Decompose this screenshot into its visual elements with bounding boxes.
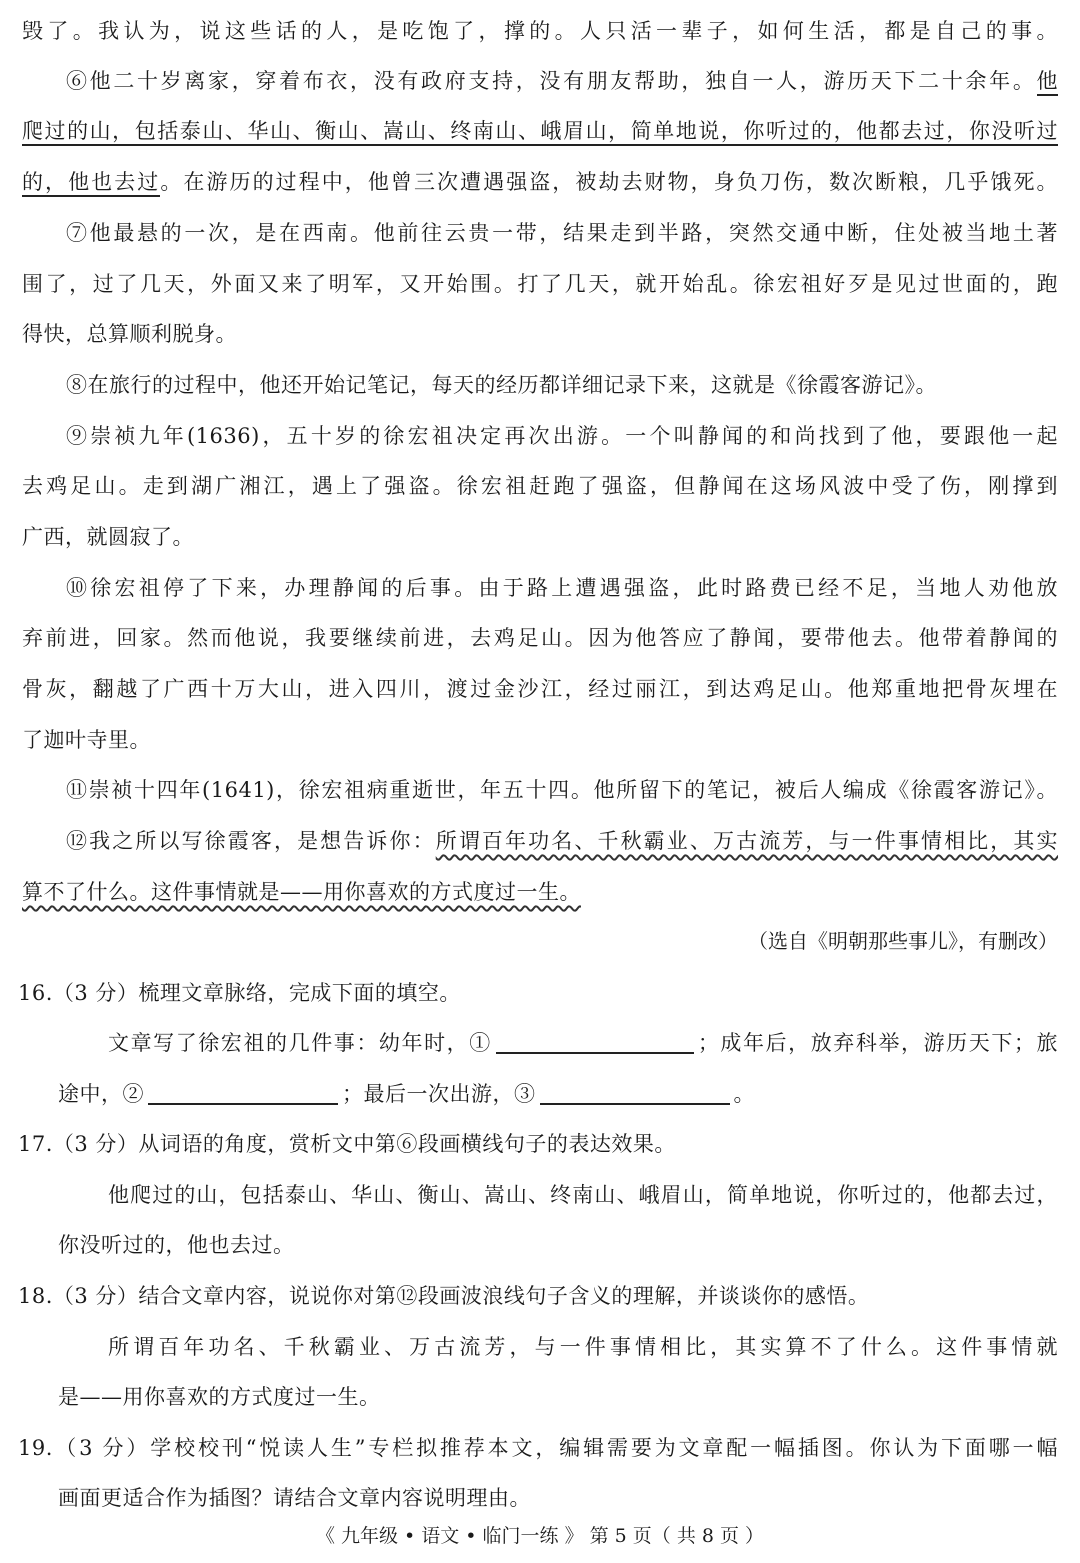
passage-line: 毁了。我认为，说这些话的人，是吃饱了，撑的。人只活一辈子，如何生活，都是自己的事。 bbox=[22, 19, 1058, 43]
paragraph-7-line: 围了，过了几天，外面又来了明军，又开始围。打了几天，就开始乱。徐宏祖好歹是见过世面的，跑 bbox=[22, 272, 1058, 296]
paragraph-9-line: ⑨崇祯九年(1636)，五十岁的徐宏祖决定再次出游。一个叫静闻的和尚找到了他，要跟他一起 bbox=[66, 424, 1058, 448]
paragraph-11-line: ⑪崇祯十四年(1641)，徐宏祖病重逝世，年五十四。他所留下的笔记，被后人编成《徐霞客游记》。 bbox=[66, 778, 1058, 802]
paragraph-9-line: 广西，就圆寂了。 bbox=[22, 525, 194, 549]
question-16-line: 途中，② ；最后一次出游，③ 。 bbox=[58, 1082, 755, 1106]
answer-blank-1[interactable] bbox=[496, 1030, 694, 1054]
paragraph-12-line: ⑫我之所以写徐霞客，是想告诉你：所谓百年功名、千秋霸业、万古流芳，与一件事情相比，其实 bbox=[66, 829, 1059, 853]
paragraph-10-line: 弃前进，回家。然而他说，我要继续前进，去鸡足山。因为他答应了静闻，要带他去。他带着静闻的 bbox=[22, 626, 1058, 650]
paragraph-6-line bbox=[22, 116, 1058, 146]
answer-blank-2[interactable] bbox=[148, 1081, 338, 1105]
paragraph-7-line: ⑦他最悬的一次，是在西南。他前往云贵一带，结果走到半路，突然交通中断，住处被当地土著 bbox=[66, 221, 1058, 245]
underlined-sentence: 他 bbox=[1037, 69, 1059, 96]
question-17-quote: 你没听过的，他也去过。 bbox=[58, 1233, 295, 1257]
question-17-stem: 17.（3 分）从词语的角度，赏析文中第⑥段画横线句子的表达效果。 bbox=[18, 1132, 676, 1156]
wavy-underlined-sentence: 算不了什么。这件事情就是——用你喜欢的方式度过一生。 bbox=[22, 880, 581, 904]
paragraph-10-line: 了迦叶寺里。 bbox=[22, 728, 151, 752]
question-18-quote: 所谓百年功名、千秋霸业、万古流芳，与一件事情相比，其实算不了什么。这件事情就 bbox=[108, 1335, 1058, 1359]
paragraph-8-line: ⑧在旅行的过程中，他还开始记笔记，每天的经历都详细记录下来，这就是《徐霞客游记》。 bbox=[66, 373, 937, 397]
paragraph-6-line: 的，他也去过。在游历的过程中，他曾三次遭遇强盗，被劫去财物，身负刀伤，数次断粮，几乎饿死。 bbox=[22, 167, 1058, 197]
question-16-stem: 16.（3 分）梳理文章脉络，完成下面的填空。 bbox=[18, 981, 461, 1005]
question-17-quote: 他爬过的山，包括泰山、华山、衡山、嵩山、终南山、峨眉山，简单地说，你听过的，他都去过， bbox=[108, 1183, 1058, 1207]
question-18-quote: 是——用你喜欢的方式度过一生。 bbox=[58, 1385, 381, 1409]
wavy-underlined-sentence: 所谓百年功名、千秋霸业、万古流芳，与一件事情相比，其实 bbox=[435, 829, 1059, 853]
paragraph-12-line bbox=[22, 877, 1058, 907]
underlined-sentence: 的，他也去过 bbox=[22, 170, 160, 197]
paragraph-9-line: 去鸡足山。走到湖广湘江，遇上了强盗。徐宏祖赶跑了强盗，但静闻在这场风波中受了伤，刚撑到 bbox=[22, 474, 1058, 498]
question-19-stem: 19.（3 分）学校校刊“悦读人生”专栏拟推荐本文，编辑需要为文章配一幅插图。你认为下面哪一幅 bbox=[18, 1436, 1058, 1460]
question-19-stem: 画面更适合作为插图？请结合文章内容说明理由。 bbox=[58, 1486, 531, 1510]
underlined-sentence: 爬过的山，包括泰山、华山、衡山、嵩山、终南山、峨眉山，简单地说，你听过的，他都去过，你没听过 bbox=[22, 119, 1058, 146]
question-18-stem: 18.（3 分）结合文章内容，说说你对第⑫段画波浪线句子含义的理解，并谈谈你的感悟。 bbox=[18, 1284, 870, 1308]
paragraph-6-line: ⑥他二十岁离家，穿着布衣，没有政府支持，没有朋友帮助，独自一人，游历天下二十余年。他 bbox=[66, 66, 1058, 96]
paragraph-7-line: 得快，总算顺利脱身。 bbox=[22, 322, 237, 346]
page-footer: 《 九年级 • 语文 • 临门一练 》 第 5 页（ 共 8 页 ） bbox=[315, 1525, 765, 1547]
paragraph-10-line: 骨灰，翻越了广西十万大山，进入四川，渡过金沙江，经过丽江，到达鸡足山。他郑重地把骨灰埋在 bbox=[22, 677, 1058, 701]
answer-blank-3[interactable] bbox=[540, 1081, 730, 1105]
source-citation: （选自《明朝那些事儿》，有删改） bbox=[748, 929, 1058, 953]
paragraph-10-line: ⑩徐宏祖停了下来，办理静闻的后事。由于路上遭遇强盗，此时路费已经不足，当地人劝他放 bbox=[66, 576, 1058, 600]
question-16-line: 文章写了徐宏祖的几件事：幼年时，① ；成年后，放弃科举，游历天下；旅 bbox=[108, 1031, 1058, 1055]
